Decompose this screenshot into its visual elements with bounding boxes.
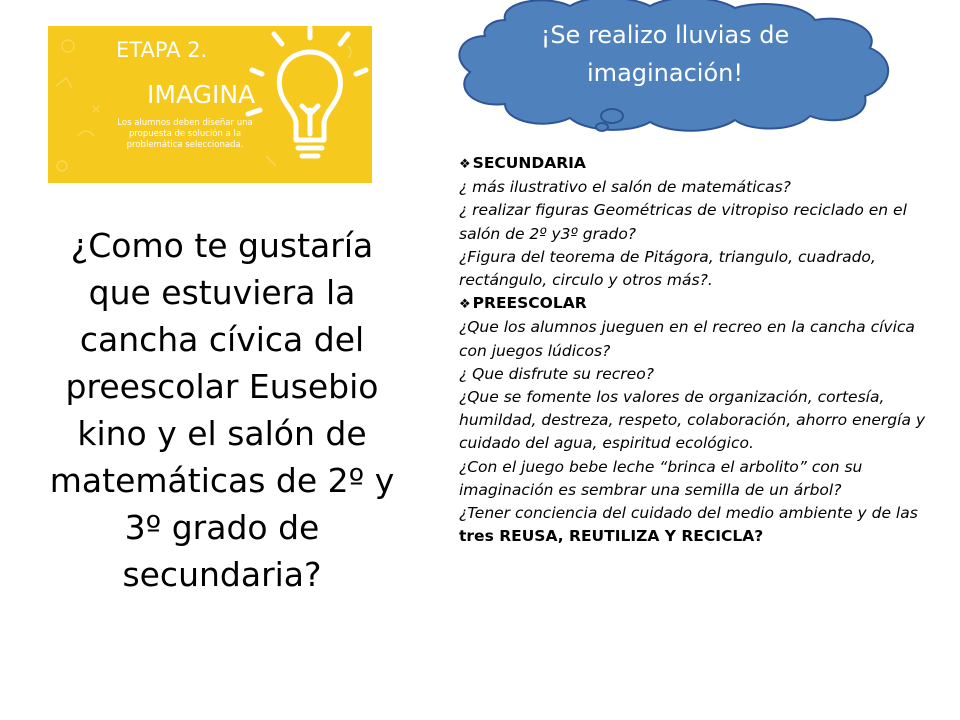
section-heading-secundaria: ❖ SECUNDARIA <box>459 154 586 172</box>
list-item: ¿ más ilustrativo el salón de matemáticas? <box>459 178 791 197</box>
reusa-reutiliza-recicla: tres REUSA, REUTILIZA Y RECICLA? <box>459 527 764 546</box>
cloud-callout-text <box>500 16 830 92</box>
list-item: ¿Con el juego bebe leche “brinca el arbolito” con su imaginación es sembrar una semilla de un árbol? <box>459 457 863 499</box>
banner-stage-label: ETAPA 2. <box>116 38 208 62</box>
section-heading-preescolar: ❖ PREESCOLAR <box>459 294 587 313</box>
cloud-line-1: ¡Se realizo lluvias de <box>540 21 790 49</box>
banner-description: Los alumnos deben diseñar una propuesta de solución a la problemática seleccionada. <box>117 118 253 150</box>
list-item: ¿Que los alumnos jueguen en el recreo en la cancha cívica con juegos lúdicos? <box>459 318 915 360</box>
list-item: ¿ realizar figuras Geométricas de vitropiso reciclado en el salón de 2º y3º grado? <box>459 201 907 243</box>
list-item: ¿ Que disfrute su recreo? <box>459 364 654 383</box>
diamond-bullet-icon: ❖ <box>459 157 471 172</box>
list-item-last: ¿Tener conciencia del cuidado del medio ambiente y de las tres REUSA, REUTILIZA Y RECICLA? <box>459 504 918 546</box>
list-item: ¿Que se fomente los valores de organización, cortesía, humildad, destreza, respeto, colaboración, ahorro energía y cuidado del agua, espiritud ecológico. <box>459 388 926 453</box>
main-question: ¿Como te gustaría que estuviera la cancha cívica del preescolar Eusebio kino y el salón de matemáticas de 2º y 3º grado de secundaria? <box>49 226 395 594</box>
ideas-list <box>459 152 929 548</box>
banner-title: IMAGINA <box>147 80 256 109</box>
diamond-bullet-icon: ❖ <box>459 297 471 313</box>
list-item: ¿Figura del teorema de Pitágora, triangulo, cuadrado, rectángulo, circulo y otros más?. <box>459 247 876 290</box>
cloud-line-2: imaginación! <box>587 59 743 87</box>
